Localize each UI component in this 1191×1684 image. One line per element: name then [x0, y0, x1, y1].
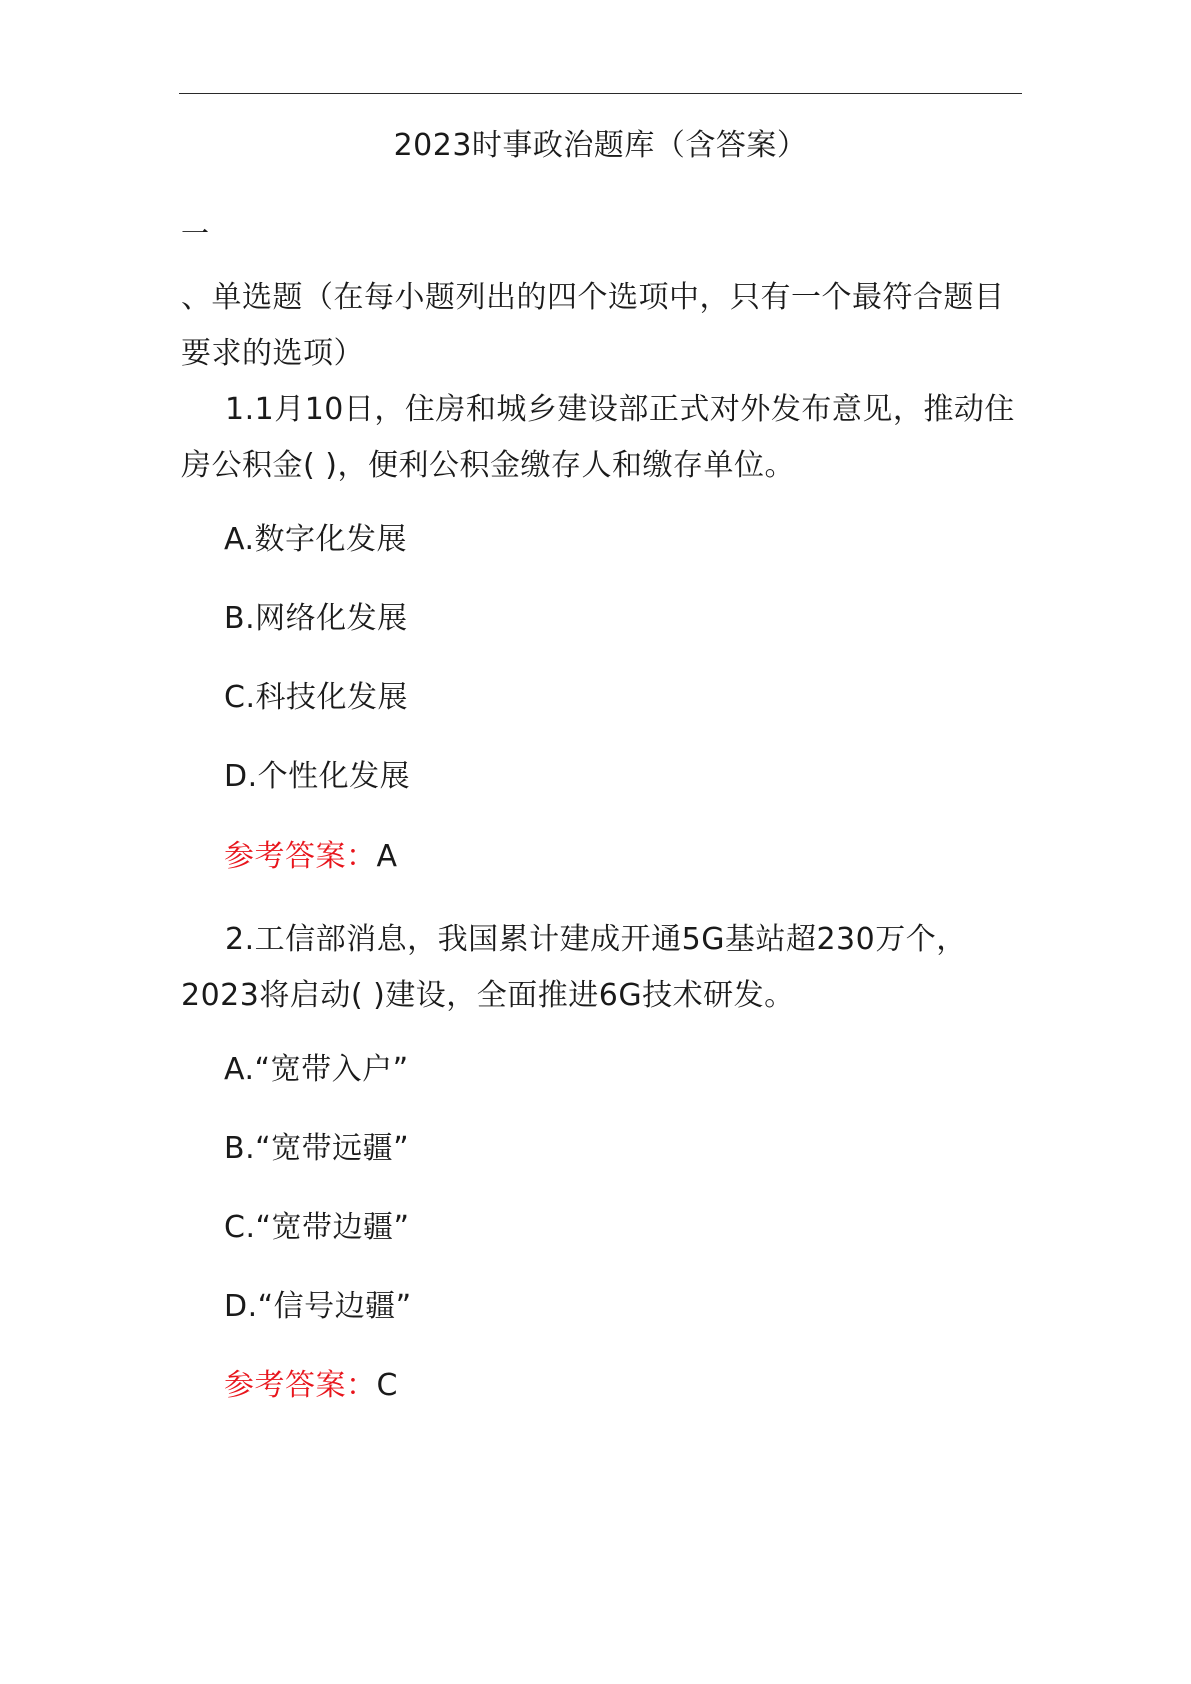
question-1-option-a: A.数字化发展: [224, 522, 408, 557]
question-2-answer: [224, 1366, 398, 1406]
question-1-option-d: D.个性化发展: [224, 759, 411, 794]
question-2-option-c: C.“宽带边疆”: [224, 1210, 410, 1245]
question-1-option-b: B.网络化发展: [224, 601, 408, 636]
section-heading: 、单选题（在每小题列出的四个选项中，只有一个最符合题目要求的选项）: [181, 280, 1005, 371]
question-2-option-a: A.“宽带入户”: [224, 1052, 409, 1087]
question-2-option-d: D.“信号边疆”: [224, 1289, 412, 1324]
answer-label: 参考答案：: [224, 1368, 377, 1403]
answer-value: A: [376, 839, 398, 874]
question-2-option-b: B.“宽带远疆”: [224, 1131, 410, 1166]
question-2-text: 2.工信部消息，我国累计建成开通5G基站超230万个，2023将启动( )建设，全面推进6G技术研发。: [181, 922, 967, 1013]
question-1-answer: [224, 837, 398, 877]
answer-label: 参考答案：: [224, 839, 377, 874]
question-1-option-c: C.科技化发展: [224, 680, 408, 715]
document-title: 2023时事政治题库（含答案）: [393, 128, 808, 163]
section-numeral: 一: [181, 217, 210, 250]
answer-value: C: [376, 1368, 398, 1403]
question-1-text: 1.1月10日，住房和城乡建设部正式对外发布意见，推动住房公积金( )，便利公积金缴存人和缴存单位。: [181, 392, 1015, 483]
header-rule: [179, 93, 1022, 94]
